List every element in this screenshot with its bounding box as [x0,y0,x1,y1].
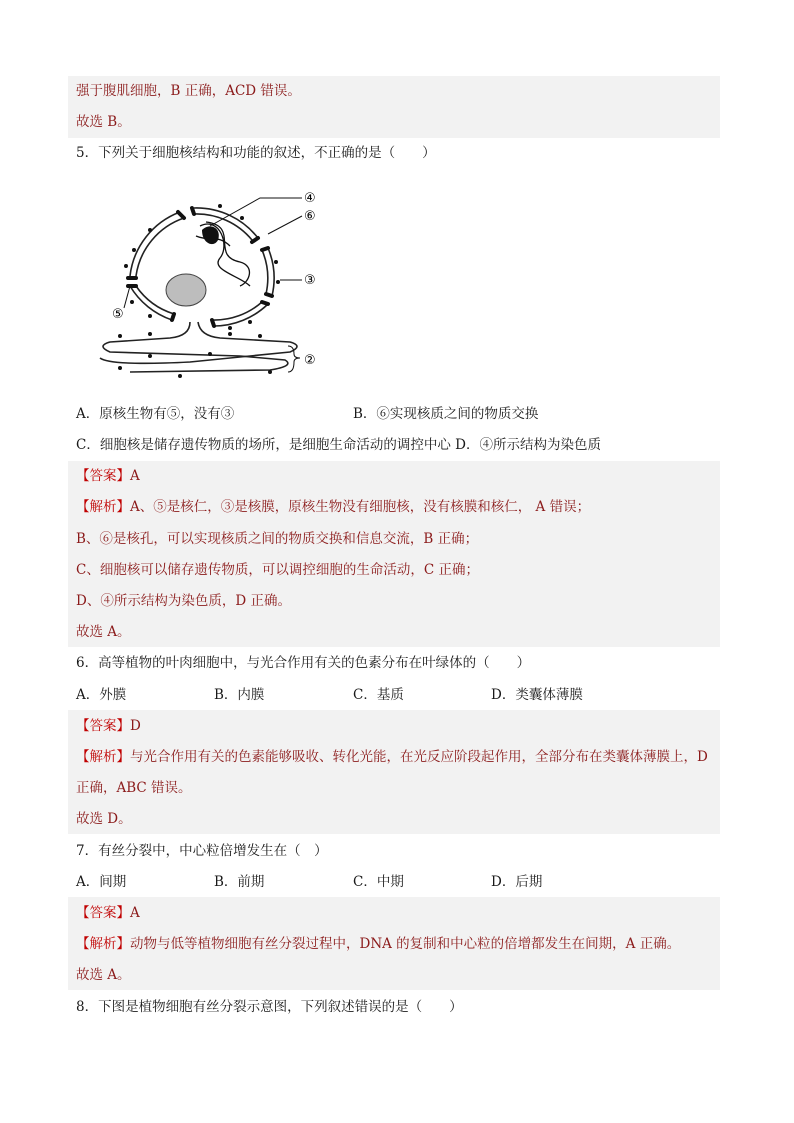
analysis-text: A、⑤是核仁，③是核膜，原核生物没有细胞核，没有核膜和核仁， A 错误； [130,499,591,515]
q7-option-d: D．后期 [491,874,543,890]
label-5: ⑤ [112,307,124,322]
q8-stem: 8．下图是植物细胞有丝分裂示意图，下列叙述错误的是（ ） [76,999,463,1015]
answer-value: A [130,468,140,484]
prev-conclusion: 故选 B。 [76,114,131,130]
label-4: ④ [304,191,316,206]
answer-value: A [130,905,140,921]
q6-option-c: C．基质 [353,687,404,703]
label-2: ② [304,353,316,368]
q5-conclusion: 故选 A。 [76,624,131,640]
q6-option-b: B．内膜 [214,687,265,703]
q5-answer [76,466,140,486]
analysis-tag: 【解析】 [76,749,130,765]
q5-option-b: B．⑥实现核质之间的物质交换 [353,406,539,422]
q6-stem: 6．高等植物的叶肉细胞中，与光合作用有关的色素分布在叶绿体的（ ） [76,655,531,671]
q6-answer [76,716,141,736]
q5-option-cd: C．细胞核是储存遗传物质的场所，是细胞生命活动的调控中心 D．④所示结构为染色质 [76,437,601,453]
answer-tag: 【答案】 [76,718,130,734]
q6-conclusion: 故选 D。 [76,811,132,827]
q5-analysis-4: D、④所示结构为染色质，D 正确。 [76,593,291,609]
q7-analysis-1 [76,934,680,954]
analysis-text: 与光合作用有关的色素能够吸收、转化光能，在光反应阶段起作用，全部分布在类囊体薄膜上，D [130,749,708,765]
q6-analysis-2: 正确，ABC 错误。 [76,780,192,796]
q7-conclusion: 故选 A。 [76,967,131,983]
q7-stem: 7．有丝分裂中，中心粒倍增发生在（ ） [76,843,328,859]
nucleus-diagram [90,186,330,386]
label-3: ③ [304,273,316,288]
q5-answer-block [68,461,720,647]
nucleolus [166,274,206,306]
analysis-tag: 【解析】 [76,936,130,952]
q6-option-a: A．外膜 [76,687,127,703]
prev-analysis-line: 强于腹肌细胞，B 正确，ACD 错误。 [76,83,301,99]
q7-option-a: A．间期 [76,874,127,890]
analysis-text: 动物与低等植物细胞有丝分裂过程中，DNA 的复制和中心粒的倍增都发生在间期，A 正确。 [130,936,681,952]
q7-option-b: B．前期 [214,874,265,890]
q7-answer [76,903,140,923]
answer-tag: 【答案】 [76,468,130,484]
q5-option-a: A．原核生物有⑤，没有③ [76,406,235,422]
answer-value: D [130,718,141,734]
q6-option-d: D．类囊体薄膜 [491,687,583,703]
q6-analysis-1 [76,747,708,767]
q6-answer-block [68,710,720,834]
q5-analysis-1 [76,497,590,517]
q5-stem: 5．下列关于细胞核结构和功能的叙述，不正确的是（ ） [76,145,436,161]
analysis-tag: 【解析】 [76,499,130,515]
q7-option-c: C．中期 [353,874,404,890]
label-6: ⑥ [304,209,316,224]
q5-analysis-3: C、细胞核可以储存遗传物质，可以调控细胞的生命活动，C 正确； [76,562,479,578]
answer-tag: 【答案】 [76,905,130,921]
q5-analysis-2: B、⑥是核孔，可以实现核质之间的物质交换和信息交流，B 正确； [76,531,479,547]
